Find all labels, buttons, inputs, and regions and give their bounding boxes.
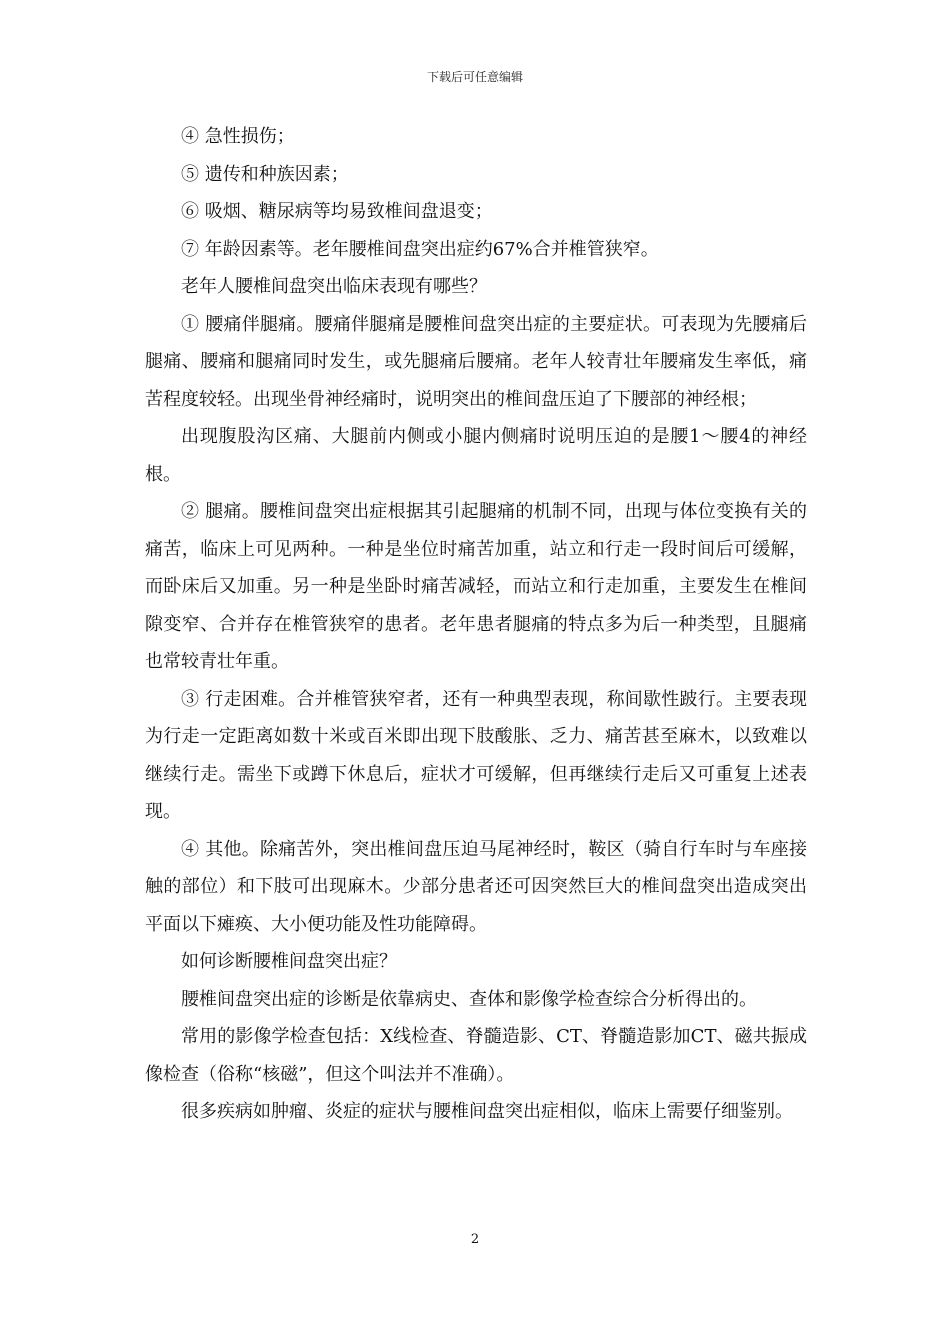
- page-number: 2: [470, 1232, 480, 1247]
- paragraph-groin-pain: 出现腹股沟区痛、大腿前内侧或小腿内侧痛时说明压迫的是腰1～腰4的神经根。: [145, 426, 807, 485]
- document-body: [145, 118, 807, 1131]
- page-header: 下载后可任意编辑: [426, 70, 523, 84]
- paragraph-smoking-diabetes: ⑥ 吸烟、糖尿病等均易致椎间盘退变；: [181, 201, 493, 222]
- paragraph-diagnosis-basis: 腰椎间盘突出症的诊断是依靠病史、查体和影像学检查综合分析得出的。: [181, 988, 757, 1010]
- paragraph-age-factor: ⑦ 年龄因素等。老年腰椎间盘突出症约67%合并椎管狭窄。: [181, 238, 659, 260]
- paragraph-imaging-exams: 常用的影像学检查包括：X线检查、脊髓造影、CT、脊髓造影加CT、磁共振成像检查（俗称“核磁”，但这个叫法并不准确）。: [145, 1026, 807, 1085]
- paragraph-back-leg-pain: ① 腰痛伴腿痛。腰痛伴腿痛是腰椎间盘突出症的主要症状。可表现为先腰痛后腿痛、腰痛和腿痛同时发生，或先腿痛后腰痛。老年人较青壮年腰痛发生率低，痛苦程度较轻。出现坐骨神经痛时，说明突出的椎间盘压迫了下腰部的神经根；: [145, 313, 807, 410]
- paragraph-differential-diagnosis: 很多疾病如肿瘤、炎症的症状与腰椎间盘突出症相似，临床上需要仔细鉴别。: [181, 1101, 793, 1122]
- paragraph-walking-difficulty: ③ 行走困难。合并椎管狭窄者，还有一种典型表现，称间歇性跛行。主要表现为行走一定距离如数十米或百米即出现下肢酸胀、乏力、痛苦甚至麻木，以致难以继续行走。需坐下或蹲下休息后，症状才可缓解，但再继续行走后又可重复上述表现。: [145, 688, 807, 822]
- paragraph-acute-injury: ④ 急性损伤；: [181, 126, 295, 147]
- paragraph-leg-pain: ② 腿痛。腰椎间盘突出症根据其引起腿痛的机制不同，出现与体位变换有关的痛苦，临床上可见两种。一种是坐位时痛苦加重，站立和行走一段时间后可缓解，而卧床后又加重。另一种是坐卧时痛苦减轻，而站立和行走加重，主要发生在椎间隙变窄、合并存在椎管狭窄的患者。老年患者腿痛的特点多为后一种类型，且腿痛也常较青壮年重。: [145, 501, 807, 672]
- section-heading-diagnosis: 如何诊断腰椎间盘突出症？: [181, 951, 397, 972]
- paragraph-other-symptoms: ④ 其他。除痛苦外，突出椎间盘压迫马尾神经时，鞍区（骑自行车时与车座接触的部位）和下肢可出现麻木。少部分患者还可因突然巨大的椎间盘突出造成突出平面以下瘫痪、大小便功能及性功能障碍。: [145, 838, 807, 935]
- section-heading-clinical-signs: 老年人腰椎间盘突出临床表现有哪些？: [181, 276, 487, 297]
- paragraph-genetics: ⑤ 遗传和种族因素；: [181, 163, 349, 185]
